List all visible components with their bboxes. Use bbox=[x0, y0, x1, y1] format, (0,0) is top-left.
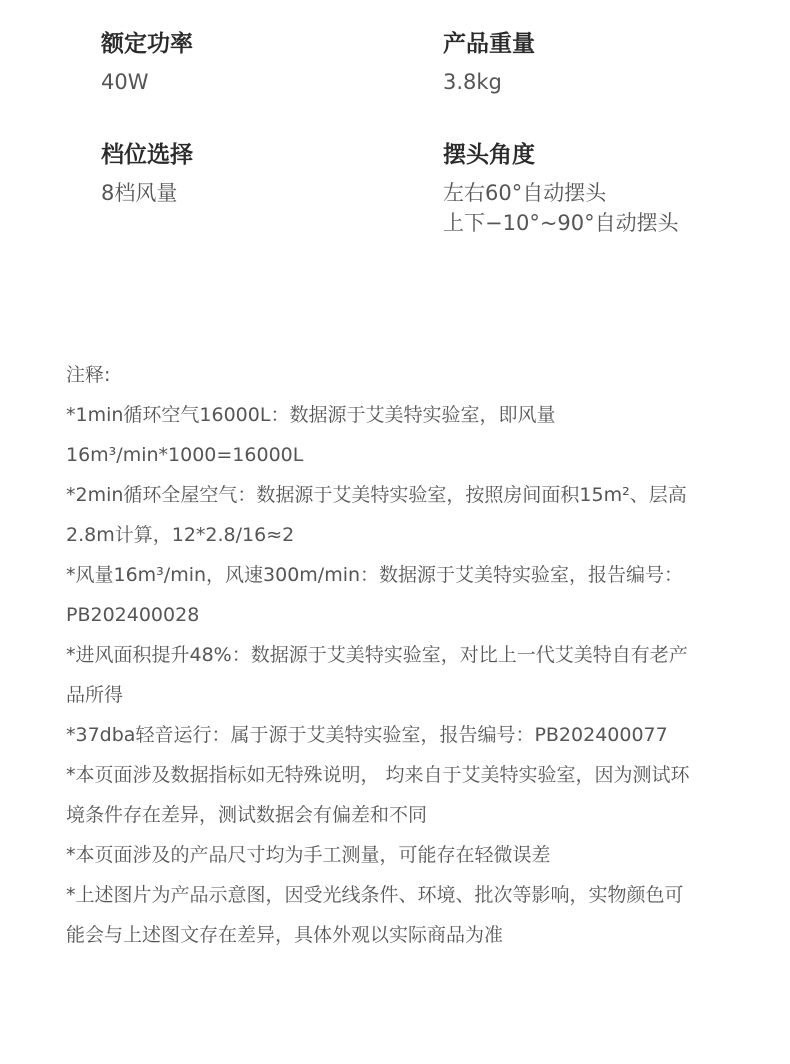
note-line: *本页面涉及数据指标如无特殊说明， 均来自于艾美特实验室，因为测试环 bbox=[66, 764, 690, 786]
spec-product-weight bbox=[443, 29, 535, 97]
spec-value-line: 8档风量 bbox=[101, 181, 178, 205]
spec-value bbox=[101, 67, 193, 97]
note-line: PB202400028 bbox=[66, 604, 200, 626]
spec-label: 摆头角度 bbox=[443, 142, 535, 168]
note-line: 品所得 bbox=[66, 684, 124, 706]
spec-label: 档位选择 bbox=[101, 142, 193, 168]
note-line: *2min循环全屋空气：数据源于艾美特实验室，按照房间面积15m²、层高 bbox=[66, 484, 687, 506]
spec-value bbox=[443, 178, 679, 238]
note-line: *本页面涉及的产品尺寸均为手工测量，可能存在轻微误差 bbox=[66, 844, 551, 866]
spec-label: 额定功率 bbox=[101, 31, 193, 57]
note-line: 境条件存在差异，测试数据会有偏差和不同 bbox=[66, 804, 428, 826]
spec-label: 产品重量 bbox=[443, 31, 535, 57]
spec-value-line: 左右60°自动摆头 bbox=[443, 181, 607, 205]
note-line: *进风面积提升48%：数据源于艾美特实验室，对比上一代艾美特自有老产 bbox=[66, 644, 688, 666]
note-line: *1min循环空气16000L：数据源于艾美特实验室，即风量 bbox=[66, 404, 556, 426]
spec-rated-power bbox=[101, 29, 193, 97]
note-line: 能会与上述图文存在差异，具体外观以实际商品为准 bbox=[66, 924, 504, 946]
note-line: 16m³/min*1000=16000L bbox=[66, 444, 304, 466]
spec-value bbox=[443, 67, 535, 97]
spec-grid bbox=[0, 0, 790, 330]
note-line: *风量16m³/min，风速300m/min：数据源于艾美特实验室，报告编号： bbox=[66, 564, 684, 586]
note-line: 2.8m计算，12*2.8/16≈2 bbox=[66, 524, 295, 546]
spec-value-line: 上下−10°~90°自动摆头 bbox=[443, 211, 679, 235]
spec-value-line: 3.8kg bbox=[443, 70, 502, 94]
note-line: *37dba轻音运行：属于源于艾美特实验室，报告编号：PB202400077 bbox=[66, 724, 668, 746]
notes-section bbox=[66, 355, 766, 955]
notes-title: 注释: bbox=[66, 364, 111, 386]
note-line: *上述图片为产品示意图，因受光线条件、环境、批次等影响，实物颜色可 bbox=[66, 884, 684, 906]
spec-gear-selection bbox=[101, 140, 193, 208]
spec-oscillation-angle bbox=[443, 140, 679, 238]
spec-value bbox=[101, 178, 193, 208]
spec-value-line: 40W bbox=[101, 70, 149, 94]
